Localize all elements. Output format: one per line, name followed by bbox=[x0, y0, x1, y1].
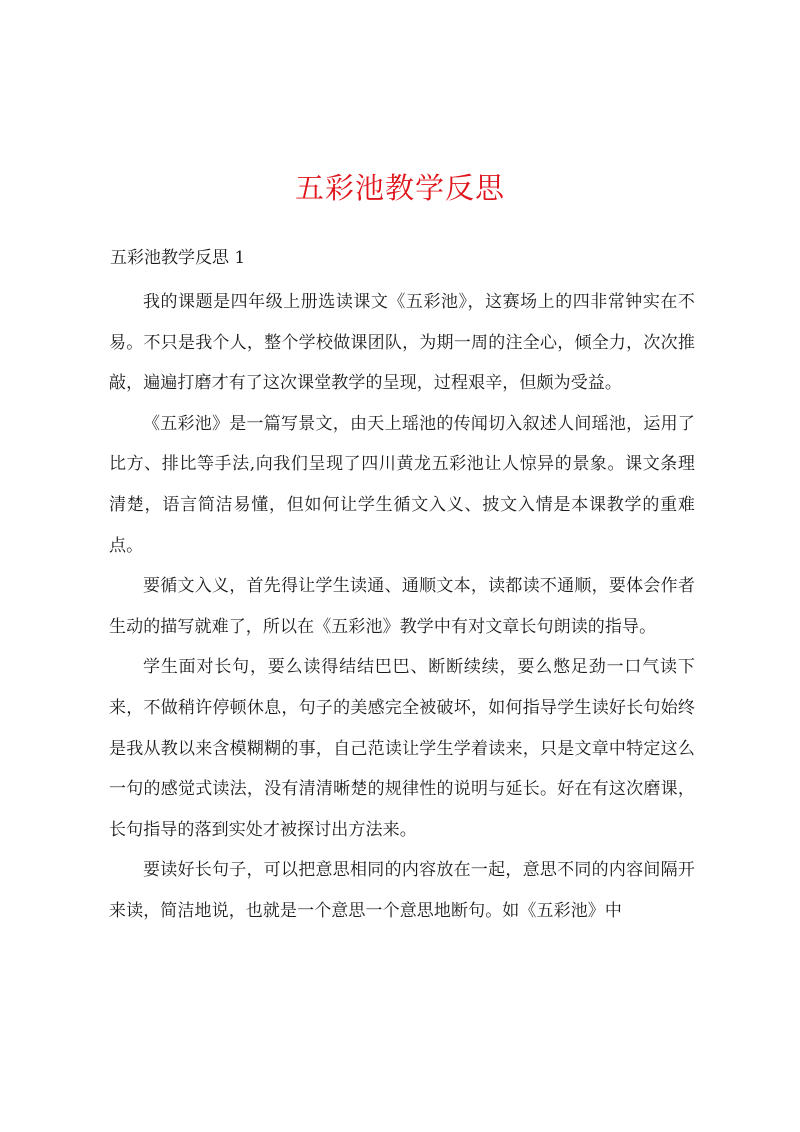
paragraph-1: 我的课题是四年级上册选读课文《五彩池》，这赛场上的四非常钟实在不易。不只是我个人，整个学校做课团队，为期一周的注全心，倾全力，次次推敲，遍遍打磨才有了这次课堂教学的呈现，过程艰辛，但颇为受益。 bbox=[109, 292, 695, 394]
paragraph-2: 《五彩池》是一篇写景文，由天上瑶池的传闻切入叙述人间瑶池，运用了比方、排比等手法,向我们呈现了四川黄龙五彩池让人惊异的景象。课文条理清楚，语言简洁易懂，但如何让学生循文入义、披文入情是本课教学的重难点。 bbox=[109, 413, 695, 556]
document-body bbox=[109, 282, 695, 932]
paragraph-3: 要循文入义，首先得让学生读通、通顺文本，读都读不通顺，要体会作者生动的描写就难了，所以在《五彩池》教学中有对文章长句朗读的指导。 bbox=[109, 576, 695, 637]
paragraph-5: 要读好长句子，可以把意思相同的内容放在一起，意思不同的内容间隔开来读，简洁地说，也就是一个意思一个意思地断句。如《五彩池》中 bbox=[109, 860, 695, 921]
paragraph-4: 学生面对长句，要么读得结结巴巴、断断续续，要么憋足劲一口气读下来，不做稍许停顿休息，句子的美感完全被破坏，如何指导学生读好长句始终是我从教以来含模糊糊的事，自己范读让学生学着读来，只是文章中特定这么一句的感觉式读法，没有清清晰楚的规律性的说明与延长。好在有这次磨课，长句指导的落到实处才被探讨出方法来。 bbox=[109, 657, 695, 840]
section-heading: 五彩池教学反思 1 bbox=[110, 248, 246, 268]
document-title: 五彩池教学反思 bbox=[294, 171, 505, 205]
